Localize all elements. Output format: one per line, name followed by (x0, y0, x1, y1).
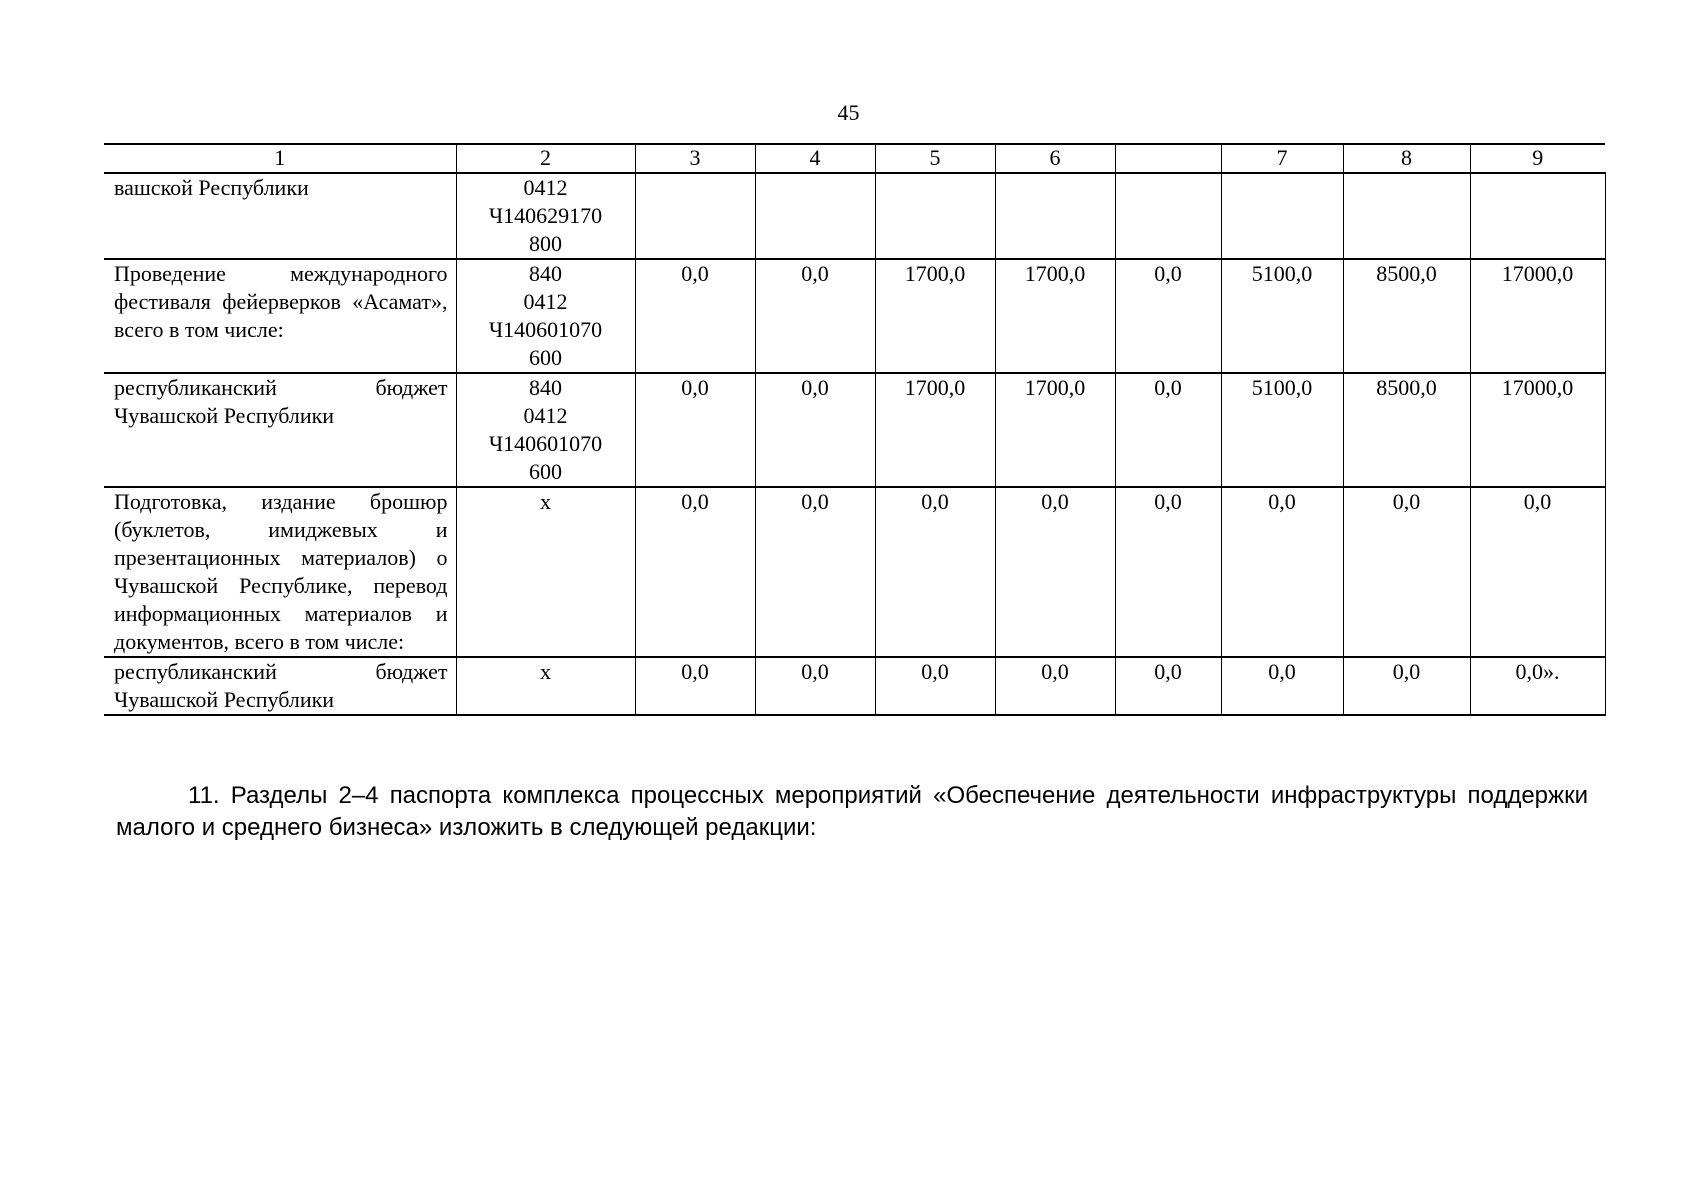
budget-code-line: Ч140601070 (488, 317, 603, 342)
value-cell: 0,0 (875, 487, 995, 657)
column-header (1115, 144, 1221, 173)
budget-code-cell (456, 487, 635, 657)
column-header: 3 (635, 144, 755, 173)
value-cell: 8500,0 (1343, 259, 1470, 373)
table-body (104, 173, 1605, 715)
instruction-paragraph: 11. Разделы 2–4 паспорта комплекса процессных мероприятий «Обеспечение деятельности инфраструктуры поддержки малого и среднего бизнеса» изложить в следующей редакции: (116, 782, 1588, 841)
value-cell (1221, 173, 1343, 259)
column-header: 8 (1343, 144, 1470, 173)
value-cell: 1700,0 (875, 259, 995, 373)
value-cell: 0,0 (1343, 487, 1470, 657)
table-header-row (104, 144, 1605, 173)
budget-code-cell (456, 259, 635, 373)
budget-code-cell (456, 657, 635, 715)
value-cell: 5100,0 (1221, 259, 1343, 373)
row-name-cell: республиканский бюджет Чувашской Республики (104, 373, 456, 487)
budget-code-line: 0412 (523, 403, 568, 428)
value-cell: 0,0». (1470, 657, 1605, 715)
value-cell (995, 173, 1115, 259)
value-cell: 0,0 (755, 259, 875, 373)
value-cell: 0,0 (635, 259, 755, 373)
value-cell: 1700,0 (995, 259, 1115, 373)
value-cell: 0,0 (875, 657, 995, 715)
value-cell: 1700,0 (995, 373, 1115, 487)
value-cell: 0,0 (755, 373, 875, 487)
value-cell: 0,0 (635, 657, 755, 715)
page-number: 45 (837, 100, 860, 125)
budget-code-line: 600 (529, 459, 562, 484)
row-name-cell: Проведение международного фестиваля фейерверков «Асамат», всего в том числе: (104, 259, 456, 373)
table-row (104, 173, 1605, 259)
value-cell: 0,0 (755, 487, 875, 657)
value-cell (1343, 173, 1470, 259)
column-header: 4 (755, 144, 875, 173)
row-name-cell: Подготовка, издание брошюр (буклетов, имиджевых и презентационных материалов) о Чувашской Республике, перевод информационных материалов и документов, всего в том числе: (104, 487, 456, 657)
row-name-cell: республиканский бюджет Чувашской Республики (104, 657, 456, 715)
budget-code-line: 600 (529, 345, 562, 370)
value-cell: 0,0 (1115, 657, 1221, 715)
budget-code-line: 0412 (523, 289, 568, 314)
budget-code-line: Ч140629170 (488, 203, 603, 228)
value-cell: 0,0 (995, 657, 1115, 715)
value-cell: 0,0 (1115, 259, 1221, 373)
value-cell (635, 173, 755, 259)
value-cell: 0,0 (1470, 487, 1605, 657)
budget-code-cell (456, 173, 635, 259)
row-name-cell: вашской Республики (104, 173, 456, 259)
budget-code-line: х (540, 489, 551, 514)
budget-code-cell (456, 373, 635, 487)
value-cell: 0,0 (755, 657, 875, 715)
budget-code-line: 840 (529, 261, 562, 286)
column-header: 6 (995, 144, 1115, 173)
value-cell: 0,0 (635, 487, 755, 657)
value-cell: 1700,0 (875, 373, 995, 487)
value-cell: 17000,0 (1470, 373, 1605, 487)
value-cell: 0,0 (1115, 487, 1221, 657)
value-cell: 8500,0 (1343, 373, 1470, 487)
table-row (104, 657, 1605, 715)
table-row (104, 373, 1605, 487)
column-header: 9 (1470, 144, 1605, 173)
budget-code-line: 0412 (523, 175, 568, 200)
value-cell: 0,0 (1343, 657, 1470, 715)
value-cell (755, 173, 875, 259)
budget-code-line: х (540, 659, 551, 684)
value-cell: 0,0 (1221, 487, 1343, 657)
column-header: 1 (104, 144, 456, 173)
value-cell (1470, 173, 1605, 259)
value-cell: 0,0 (635, 373, 755, 487)
value-cell: 0,0 (1115, 373, 1221, 487)
value-cell (1115, 173, 1221, 259)
table-row (104, 487, 1605, 657)
budget-code-line: 840 (529, 375, 562, 400)
value-cell: 0,0 (1221, 657, 1343, 715)
value-cell: 0,0 (995, 487, 1115, 657)
budget-code-line: Ч140601070 (488, 431, 603, 456)
budget-code-line: 800 (529, 231, 562, 256)
value-cell: 5100,0 (1221, 373, 1343, 487)
column-header: 5 (875, 144, 995, 173)
value-cell: 17000,0 (1470, 259, 1605, 373)
column-header: 2 (456, 144, 635, 173)
table-row (104, 259, 1605, 373)
value-cell (875, 173, 995, 259)
column-header: 7 (1221, 144, 1343, 173)
budget-table (104, 143, 1606, 716)
